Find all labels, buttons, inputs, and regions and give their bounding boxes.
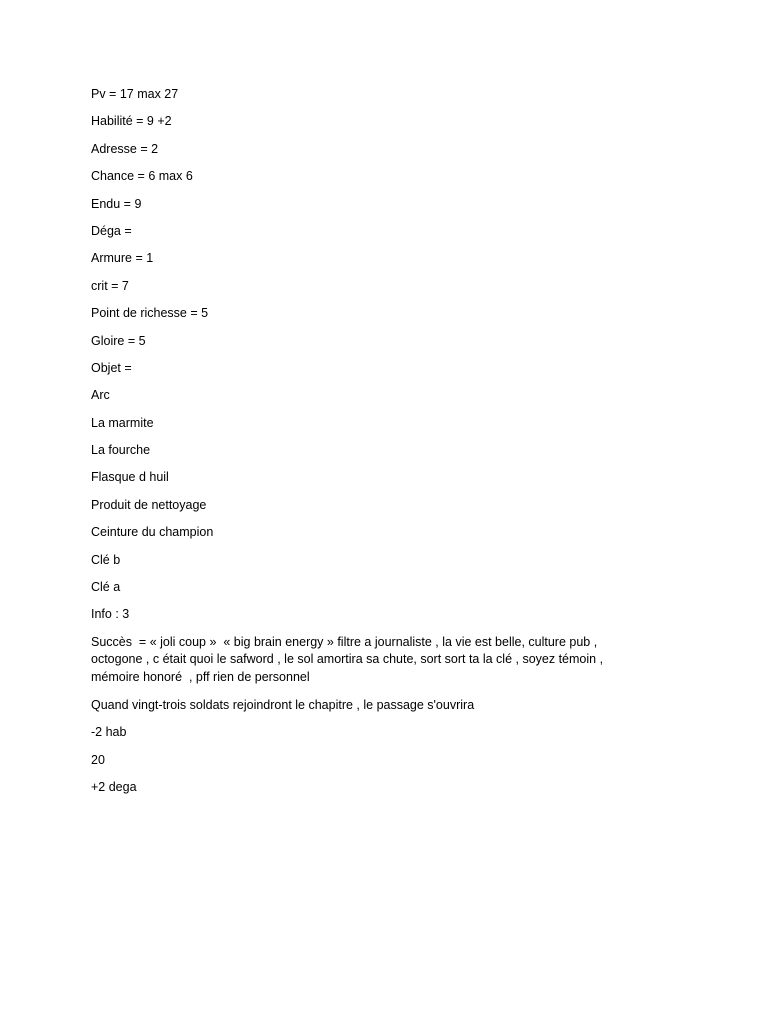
stat-endu: Endu = 9 [91,196,142,211]
item-cle-b: Clé b [91,552,121,567]
info-line: Info : 3 [91,607,130,622]
stat-chance: Chance = 6 max 6 [91,169,193,184]
stat-adresse: Adresse = 2 [91,141,159,156]
stat-gloire: Gloire = 5 [91,333,146,348]
item-marmite: La marmite [91,415,154,430]
stat-pv: Pv = 17 max 27 [91,87,179,101]
riddle-line: Quand vingt-trois soldats rejoindront le chapitre , le passage s'ouvrira [91,697,475,712]
number-line: 20 [91,752,105,767]
modifier-hab: -2 hab [91,725,127,740]
stat-habilite: Habilité = 9 +2 [91,114,172,129]
item-produit-nettoyage: Produit de nettoyage [91,497,207,512]
document-body [91,86,651,806]
stat-dega: Déga = [91,223,132,238]
modifier-dega: +2 dega [91,779,137,794]
stat-richesse: Point de richesse = 5 [91,306,209,321]
item-cle-a: Clé a [91,580,121,595]
succes-paragraph: Succès = « joli coup » « big brain energy » filtre a journaliste , la vie est belle, culture pub , octogone , c était quoi le safword , le sol amortira sa chute, sort sort ta la clé , soyez témoin , mémoire honoré , pff rien de personnel [91,634,607,684]
item-fourche: La fourche [91,443,151,458]
objet-heading: Objet = [91,360,132,375]
stat-armure: Armure = 1 [91,251,154,266]
stat-crit: crit = 7 [91,278,129,293]
item-flasque: Flasque d huil [91,470,169,485]
item-ceinture: Ceinture du champion [91,525,214,540]
item-arc: Arc [91,388,110,403]
